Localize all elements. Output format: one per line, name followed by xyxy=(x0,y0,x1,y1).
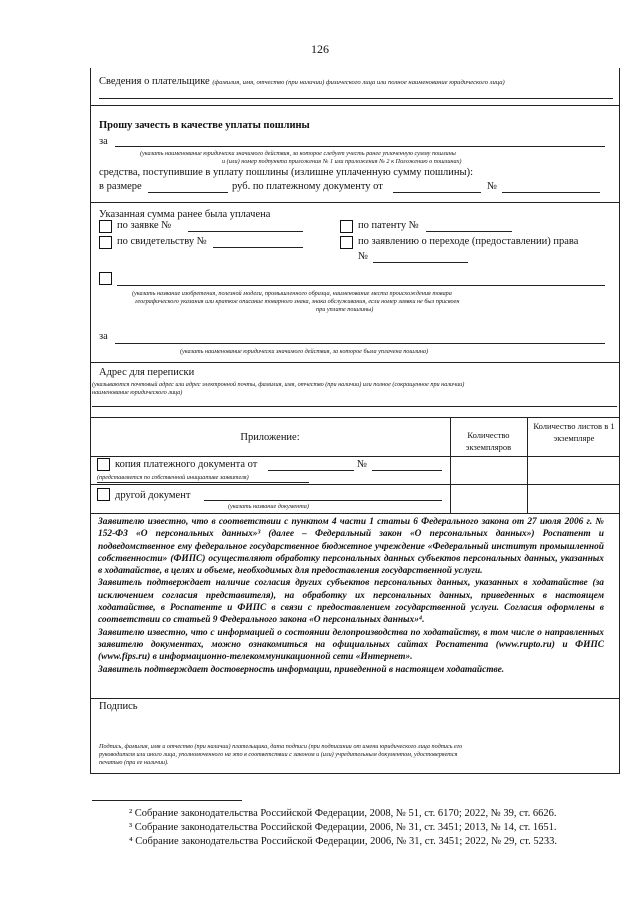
earlier-object-hint-3: при уплате пошлины) xyxy=(316,306,374,313)
payer-hint: (фамилия, имя, отчество (при наличии) физического лица или полное наименование юридического лица) xyxy=(212,79,505,86)
earlier-patent-label: по патенту № xyxy=(358,220,419,231)
signature-label: Подпись xyxy=(99,701,138,712)
appendix-row2-label: другой документ xyxy=(115,490,191,501)
appendix-row1-label: копия платежного документа от xyxy=(115,459,258,470)
address-hint-2: наименование юридического лица) xyxy=(92,389,183,396)
appendix-row-divider-1 xyxy=(90,456,620,457)
appendix-col-divider-2 xyxy=(527,418,528,514)
request-hint-1: (указать наименование юридически значимого действия, за которое следует учесть ранее уплаченную сумму пошлины xyxy=(140,150,456,157)
address-label: Адрес для переписки xyxy=(99,367,195,378)
transfer-number-field[interactable] xyxy=(373,262,468,263)
object-name-field[interactable] xyxy=(117,285,605,286)
signature-hint-3: печатью (при ее наличии). xyxy=(99,759,169,766)
checkbox-payment-copy[interactable] xyxy=(97,458,110,471)
patent-number-field[interactable] xyxy=(426,231,512,232)
earlier-transfer-no: № xyxy=(358,251,369,262)
request-no-label: № xyxy=(487,181,498,192)
earlier-za-hint: (указать наименование юридически значимого действия, за которое была уплачена пошлина) xyxy=(180,348,429,355)
page-number: 126 xyxy=(311,42,329,56)
statement-p2: Заявитель подтверждает наличие согласия других субъектов персональных данных, указанных в ходатайстве (за исключением согласия представителя), на обработку их персональных данных, приведенных в настоящем ходатайстве, в Роспатенте и ФИПС в связи с предоставлением государственной услуги. Согласия оформлены в соответствии со статьей 9 Федерального закона «О персональных данных»⁴. xyxy=(98,578,604,626)
footnote-rule xyxy=(92,800,242,801)
signature-hint-1: Подпись, фамилия, имя и отчество (при наличии) плательщика, дата подписи (при подписании от имени юридического лица подпись его xyxy=(99,743,463,750)
application-number-field[interactable] xyxy=(188,231,303,232)
appendix-col-divider-1 xyxy=(450,418,451,514)
footnote-2: ³ Собрание законодательства Российской Федерации, 2006, № 31, ст. 3451; 2013, № 14, ст. 1651. xyxy=(129,822,557,833)
other-document-field[interactable] xyxy=(204,500,442,501)
appendix-title: Приложение: xyxy=(240,432,300,443)
earlier-transfer-label: по заявлению о переходе (предоставлении) права xyxy=(358,236,579,247)
checkbox-object[interactable] xyxy=(99,272,112,285)
amount-field[interactable] xyxy=(148,192,228,193)
certificate-number-field[interactable] xyxy=(213,247,303,248)
payment-number-field[interactable] xyxy=(502,192,600,193)
earlier-object-hint-2: географического указания или краткое описание товарного знака, знака обслуживания, если номер заявки не был присвоен xyxy=(135,298,460,305)
payment-date-field[interactable] xyxy=(393,192,481,193)
footnote-1: ² Собрание законодательства Российской Федерации, 2008, № 51, ст. 6170; 2022, № 39, ст. 6626. xyxy=(129,808,557,819)
appendix-row-divider-2 xyxy=(90,484,620,485)
address-hint-1: (указываются почтовый адрес или адрес электронной почты, фамилия, имя, отчество (при наличии) или полное (сокращенное при наличии) xyxy=(92,381,465,388)
earlier-action-field[interactable] xyxy=(115,343,605,344)
appendix-col-sheets: Количество листов в 1 экземпляре xyxy=(533,421,615,443)
signature-section xyxy=(90,699,620,774)
appendix-row1-no: № xyxy=(357,459,368,470)
statement-text xyxy=(98,516,604,676)
earlier-title: Указанная сумма ранее была уплачена xyxy=(99,209,271,220)
checkbox-patent[interactable] xyxy=(340,220,353,233)
signature-hint-2: руководителя или иного лица, уполномоченного на это в соответствии с законом и (или) учредительным документом, удостоверяется xyxy=(99,751,458,758)
earlier-app-label: по заявке № xyxy=(117,220,172,231)
earlier-object-hint-1: (указать название изобретения, полезной модели, промышленного образца, наименование места происхождения товара xyxy=(132,290,452,297)
request-funds: средства, поступившие в уплату пошлины (излишне уплаченную сумму пошлины): xyxy=(99,167,474,178)
statement-p4: Заявитель подтверждает достоверность информации, приведенной в настоящем ходатайстве. xyxy=(98,664,505,675)
request-title: Прошу зачесть в качестве уплаты пошлины xyxy=(99,120,310,131)
statement-p3: Заявителю известно, что с информацией о состоянии делопроизводства по ходатайству, в том числе о направленных заявителю документах, можно ознакомиться на официальных сайтах Роспатента (www.rupto.ru) и ФИПС (www.fips.ru) в информационно-телекоммуникационной сети «Интернет». xyxy=(98,627,604,663)
appendix-row2-hint: (указать название документа) xyxy=(228,503,309,510)
request-hint-2: и (или) номер подпункта приложения № 1 или приложения № 2 к Положению о пошлинах) xyxy=(222,158,462,165)
earlier-za-label: за xyxy=(99,331,108,342)
checkbox-transfer[interactable] xyxy=(340,236,353,249)
earlier-cert-label: по свидетельству № xyxy=(117,236,207,247)
payment-copy-hint-underline xyxy=(97,482,309,483)
checkbox-certificate[interactable] xyxy=(99,236,112,249)
footnote-3: ⁴ Собрание законодательства Российской Федерации, 2006, № 31, ст. 3451; 2022, № 29, ст. 5233. xyxy=(129,836,557,847)
payment-copy-date-field[interactable] xyxy=(268,470,354,471)
address-field[interactable] xyxy=(92,406,617,407)
payer-label: Сведения о плательщике (фамилия, имя, отчество (при наличии) физического лица или полное наименование юридического лица) xyxy=(99,76,505,87)
request-rub-label: руб. по платежному документу от xyxy=(232,181,383,192)
appendix-row1-hint: (представляется по собственной инициативе заявителя) xyxy=(97,474,249,481)
statement-p1: Заявителю известно, что в соответствии с пунктом 4 части 1 статьи 6 Федерального закона от 27 июля 2006 г. № 152-ФЗ «О персональных данных»³ (далее – Федеральный закон «О персональных данных») Роспатент и подведомственное ему федеральное государственное бюджетное учреждение «Федеральный институт промышленной собственности» (ФИПС) осуществляют обработку персональных данных субъектов персональных данных, указанных в ходатайстве, в целях и объеме, необходимых для предоставления государственной услуги. xyxy=(98,517,604,577)
payer-field[interactable] xyxy=(99,98,613,99)
checkbox-application[interactable] xyxy=(99,220,112,233)
request-action-field[interactable] xyxy=(115,146,605,147)
payment-copy-number-field[interactable] xyxy=(372,470,442,471)
request-amount-label: в размере xyxy=(99,181,142,192)
checkbox-other-document[interactable] xyxy=(97,488,110,501)
appendix-col-copies: Количество экземпляров xyxy=(465,430,512,452)
request-za-label: за xyxy=(99,136,108,147)
